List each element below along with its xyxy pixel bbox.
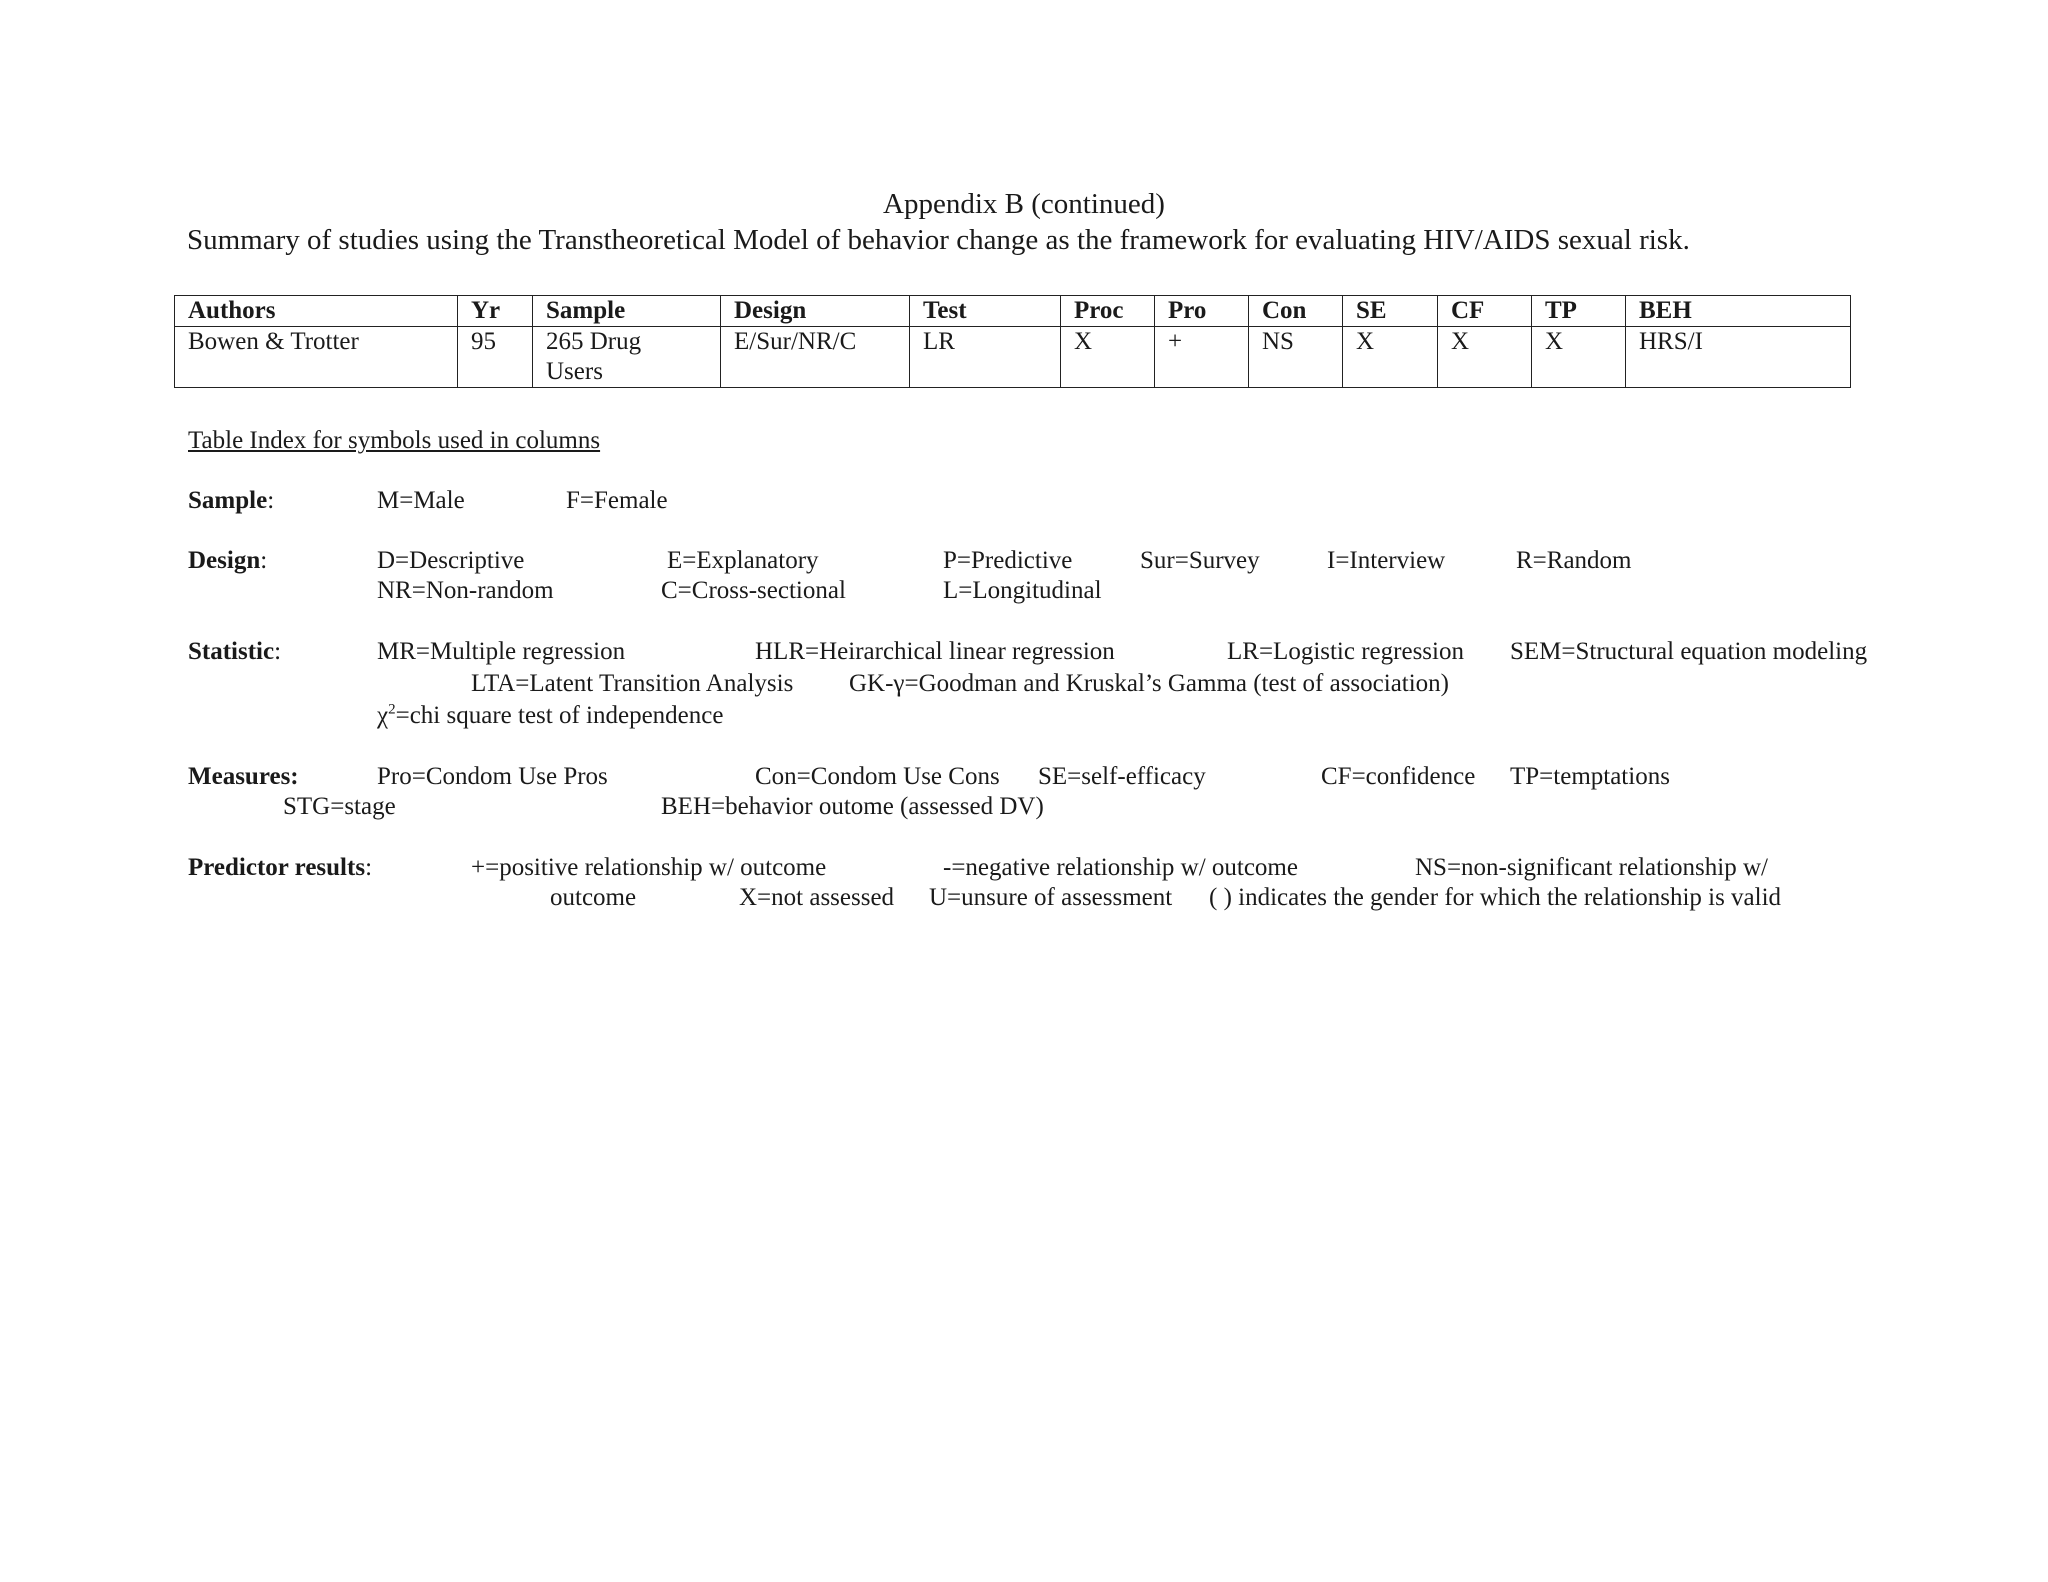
design-item: P=Predictive [943, 547, 1073, 574]
design-item: C=Cross-sectional [661, 577, 846, 604]
table-header-row [175, 296, 1851, 327]
predictor-item: outcome [550, 884, 637, 911]
statistic-item: LTA=Latent Transition Analysis [471, 670, 794, 697]
cell-se: X [1343, 327, 1438, 388]
statistic-item: GK-γ=Goodman and Kruskal’s Gamma (test of association) [849, 670, 1450, 697]
header-se: SE [1343, 296, 1438, 327]
predictor-item: U=unsure of assessment [929, 884, 1173, 911]
predictor-item: ( ) indicates the gender for which the relationship is valid [1209, 884, 1782, 911]
page-subtitle: Summary of studies using the Transtheoretical Model of behavior change as the framework for evaluating HIV/AIDS sexual risk. [187, 224, 1690, 256]
measures-item: Pro=Condom Use Pros [377, 763, 608, 790]
statistic-item: HLR=Heirarchical linear regression [755, 638, 1115, 665]
design-item: D=Descriptive [377, 547, 525, 574]
design-label [188, 546, 267, 576]
statistic-item: MR=Multiple regression [377, 638, 626, 665]
statistic-chi-square [377, 701, 723, 731]
cell-test: LR [910, 327, 1061, 388]
predictor-label [188, 853, 372, 883]
cell-authors: Bowen & Trotter [175, 327, 458, 388]
chi-superscript: 2 [388, 701, 396, 718]
cell-pro: + [1155, 327, 1249, 388]
design-item: NR=Non-random [377, 577, 554, 604]
cell-tp: X [1532, 327, 1626, 388]
header-cf: CF [1438, 296, 1532, 327]
table-row [175, 327, 1851, 388]
header-con: Con [1249, 296, 1343, 327]
chi-symbol: χ [377, 702, 389, 729]
index-heading: Table Index for symbols used in columns [188, 427, 601, 454]
predictor-item: NS=non-significant relationship w/ [1415, 854, 1768, 881]
predictor-label-colon: : [365, 854, 373, 881]
measures-item: Con=Condom Use Cons [755, 763, 1000, 790]
appendix-title: Appendix B (continued) [883, 188, 1165, 220]
predictor-item: X=not assessed [739, 884, 895, 911]
header-sample: Sample [533, 296, 721, 327]
statistic-label [188, 637, 281, 667]
sample-item: F=Female [566, 487, 668, 514]
chi-text: =chi square test of independence [395, 702, 724, 729]
statistic-label-text: Statistic [188, 638, 275, 665]
measures-item: STG=stage [283, 793, 396, 820]
header-tp: TP [1532, 296, 1626, 327]
statistic-label-colon: : [274, 638, 282, 665]
cell-sample-line1: 265 Drug [546, 328, 642, 355]
cell-con: NS [1249, 327, 1343, 388]
cell-design: E/Sur/NR/C [721, 327, 910, 388]
header-design: Design [721, 296, 910, 327]
cell-sample [533, 327, 721, 388]
design-label-colon: : [260, 547, 268, 574]
design-item: I=Interview [1327, 547, 1446, 574]
header-pro: Pro [1155, 296, 1249, 327]
cell-beh: HRS/I [1626, 327, 1851, 388]
sample-label-text: Sample [188, 487, 268, 514]
statistic-item: LR=Logistic regression [1227, 638, 1464, 665]
summary-table [174, 295, 1851, 388]
header-yr: Yr [458, 296, 533, 327]
predictor-label-text: Predictor results [188, 854, 366, 881]
measures-item: BEH=behavior outome (assessed DV) [661, 793, 1044, 820]
measures-item: SE=self-efficacy [1038, 763, 1206, 790]
design-item: E=Explanatory [667, 547, 819, 574]
sample-label [188, 486, 274, 516]
cell-cf: X [1438, 327, 1532, 388]
design-item: L=Longitudinal [943, 577, 1102, 604]
design-label-text: Design [188, 547, 261, 574]
statistic-item: SEM=Structural equation modeling [1510, 638, 1868, 665]
predictor-item: +=positive relationship w/ outcome [471, 854, 827, 881]
design-item: Sur=Survey [1140, 547, 1260, 574]
measures-label: Measures: [188, 763, 299, 790]
header-authors: Authors [175, 296, 458, 327]
cell-yr: 95 [458, 327, 533, 388]
header-test: Test [910, 296, 1061, 327]
header-beh: BEH [1626, 296, 1851, 327]
cell-proc: X [1061, 327, 1155, 388]
measures-item: TP=temptations [1510, 763, 1670, 790]
sample-item: M=Male [377, 487, 465, 514]
cell-sample-line2: Users [546, 358, 603, 385]
predictor-item: -=negative relationship w/ outcome [943, 854, 1298, 881]
header-proc: Proc [1061, 296, 1155, 327]
sample-label-colon: : [267, 487, 275, 514]
design-item: R=Random [1516, 547, 1632, 574]
measures-item: CF=confidence [1321, 763, 1476, 790]
